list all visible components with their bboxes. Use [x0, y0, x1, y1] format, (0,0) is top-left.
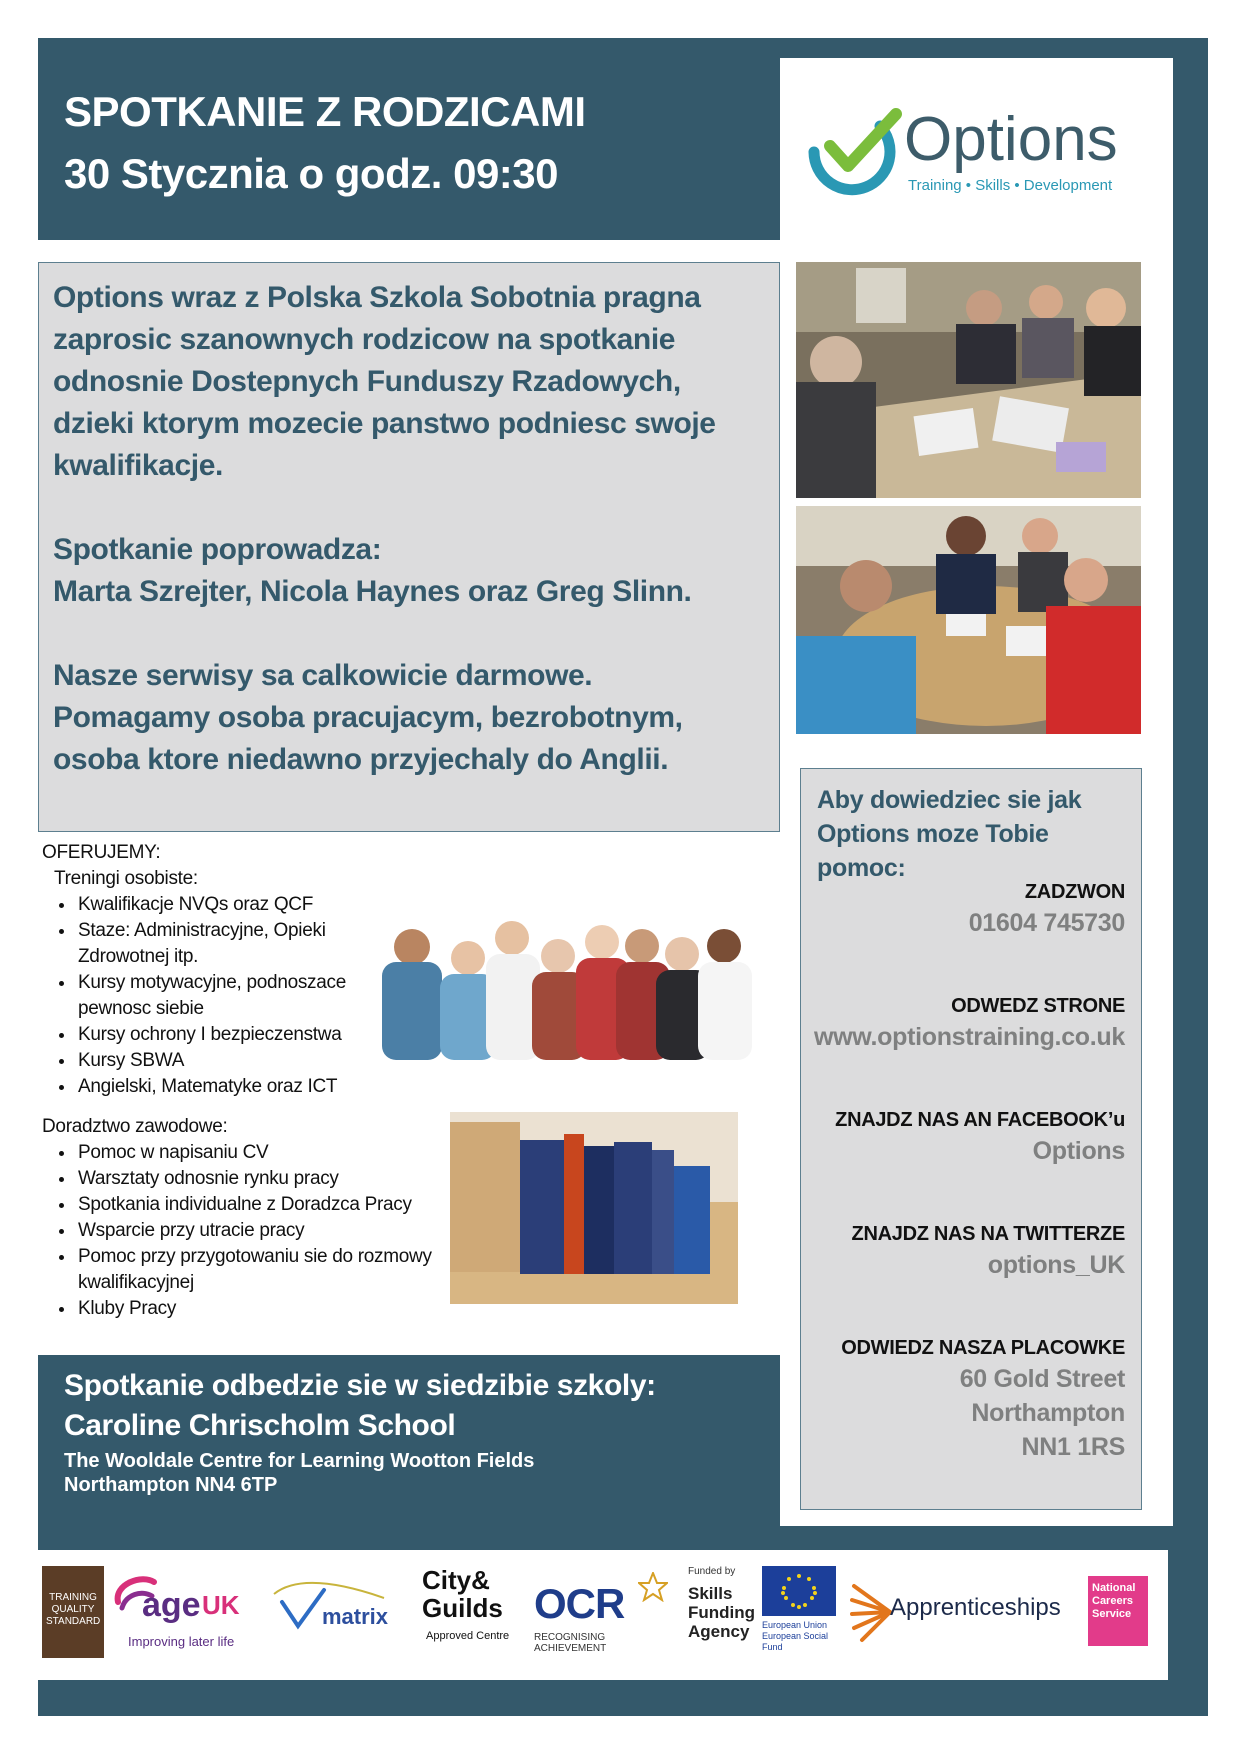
career-list — [42, 1140, 432, 1322]
address-line: Northampton — [971, 1399, 1125, 1427]
intro-line: Options wraz z Polska Szkola Sobotnia pragna — [53, 281, 701, 314]
city-guilds-logo — [422, 1566, 512, 1658]
website-label: ODWEDZ STRONE — [951, 995, 1125, 1017]
photo-books-illustration — [450, 1112, 738, 1304]
options-logo — [800, 100, 1140, 210]
list-item: • Wsparcie przy utracie pracy — [76, 1218, 422, 1244]
intro-box — [38, 262, 780, 832]
offer-heading: OFERUJEMY: — [42, 842, 161, 863]
facebook-label: ZNAJDZ NAS AN FACEBOOK’u — [835, 1109, 1125, 1131]
visit-label: ODWIEDZ NASZA PLACOWKE — [841, 1337, 1125, 1359]
photo-workshop-illustration — [796, 506, 1141, 734]
photo-professionals — [380, 862, 755, 1060]
venue-intro: Spotkanie odbedzie sie w siedzibie szkoly: — [64, 1369, 656, 1402]
tqs-logo — [42, 1566, 104, 1658]
city-guilds-line: Guilds — [422, 1593, 503, 1623]
eu-flag-icon — [762, 1566, 836, 1616]
eu-line: European Social Fund — [762, 1631, 829, 1652]
twitter-link[interactable]: options_UK — [987, 1251, 1125, 1279]
photo-meeting-illustration — [796, 262, 1141, 498]
tqs-logo-text — [46, 1592, 100, 1628]
tqs-line: STANDARD — [46, 1616, 101, 1627]
ncs-logo — [1088, 1576, 1148, 1646]
sfa-line: Skills — [688, 1584, 733, 1603]
contact-question-line: Options moze Tobie pomoc: — [817, 820, 1049, 882]
matrix-logo — [264, 1574, 394, 1654]
list-item: • Staze: Administracyjne, Opieki Zdrowotnej itp. — [76, 918, 348, 970]
ncs-line: National — [1092, 1582, 1136, 1594]
ageuk-logo — [112, 1566, 252, 1656]
intro-line: zaprosic szanownych rodzicow na spotkanie — [53, 323, 676, 356]
presenters-names: Marta Szrejter, Nicola Haynes oraz Greg Slinn. — [53, 575, 692, 608]
eu-line: European Union — [762, 1620, 828, 1630]
list-item: • Pomoc przy przygotowaniu sie do rozmowy kwalifikacyjnej — [76, 1244, 448, 1296]
partner-logos — [38, 1550, 1168, 1680]
page-title: SPOTKANIE Z RODZICAMI — [64, 88, 586, 135]
career-title: Doradztwo zawodowe: — [42, 1116, 228, 1137]
apprenticeships-logo — [850, 1580, 1060, 1650]
presenters-heading: Spotkanie poprowadza: — [53, 533, 382, 566]
services-line: Nasze serwisy sa calkowicie darmowe. — [53, 659, 593, 692]
ocr-text: OCR — [534, 1580, 625, 1627]
photo-workshop — [796, 506, 1141, 734]
services-line: Pomagamy osoba pracujacym, bezrobotnym, — [53, 701, 683, 734]
venue-banner — [38, 1355, 780, 1509]
call-label: ZADZWON — [1024, 881, 1125, 903]
eu-logo — [762, 1566, 840, 1656]
eu-text — [762, 1620, 840, 1653]
facebook-link[interactable]: Options — [1032, 1137, 1125, 1165]
photo-books — [450, 1112, 738, 1304]
offer-section — [42, 840, 432, 1322]
intro-line: dzieki ktorym mozecie panstwo podniesc swoje — [53, 407, 716, 440]
venue-address-line: Northampton NN4 6TP — [64, 1474, 278, 1496]
intro-line: odnosnie Dostepnych Funduszy Rzadowych, — [53, 365, 681, 398]
ageuk-uk-text: UK — [202, 1590, 240, 1620]
ocr-logo — [534, 1570, 674, 1656]
city-guilds-tagline: Approved Centre — [426, 1630, 510, 1642]
options-tagline: Training • Skills • Development — [908, 177, 1113, 194]
contact-question — [817, 783, 1141, 885]
contact-box — [800, 768, 1142, 1510]
apprenticeships-text: Apprenticeships — [890, 1594, 1061, 1621]
tqs-line: TRAINING — [49, 1592, 97, 1603]
photo-professionals-illustration — [380, 862, 755, 1060]
ageuk-text: age — [142, 1586, 201, 1624]
options-logo-text: Options — [904, 105, 1118, 174]
list-item: • Kursy ochrony I bezpieczenstwa — [76, 1022, 422, 1048]
list-item: • Kursy motywacyjne, podnoszace pewnosc siebie — [76, 970, 348, 1022]
ncs-text — [1092, 1582, 1135, 1621]
sfa-line: Funding — [688, 1603, 756, 1622]
apprenticeships-sunburst-icon — [850, 1580, 894, 1644]
sfa-line: Agency — [688, 1622, 750, 1641]
title-banner — [38, 38, 780, 240]
list-item: • Kluby Pracy — [76, 1296, 422, 1322]
sfa-funded-by: Funded by — [688, 1566, 736, 1577]
photo-meeting — [796, 262, 1141, 498]
venue-school-name: Caroline Chrischolm School — [64, 1409, 456, 1442]
list-item: • Pomoc w napisaniu CV — [76, 1140, 422, 1166]
services-line: osoba ktore niedawno przyjechaly do Anglii. — [53, 743, 669, 776]
sfa-logo — [688, 1566, 758, 1656]
phone-number[interactable]: 01604 745730 — [968, 909, 1125, 937]
list-item: • Warsztaty odnosnie rynku pracy — [76, 1166, 422, 1192]
twitter-label: ZNAJDZ NAS NA TWITTERZE — [851, 1223, 1125, 1245]
list-item: • Kwalifikacje NVQs oraz QCF — [76, 892, 422, 918]
website-link[interactable]: www.optionstraining.co.uk — [813, 1023, 1125, 1051]
list-item: • Angielski, Matematyke oraz ICT — [76, 1074, 422, 1100]
sfa-text — [688, 1584, 755, 1641]
training-list — [42, 892, 422, 1100]
ncs-line: Careers — [1092, 1595, 1133, 1607]
list-item: • Kursy SBWA — [76, 1048, 422, 1074]
address-line: NN1 1RS — [1021, 1433, 1125, 1461]
address-line: 60 Gold Street — [959, 1365, 1125, 1393]
city-guilds-text — [422, 1566, 503, 1622]
ageuk-tagline: Improving later life — [128, 1634, 235, 1649]
intro-line: kwalifikacje. — [53, 449, 223, 482]
city-guilds-line: City& — [422, 1565, 490, 1595]
ocr-tagline: RECOGNISING ACHIEVEMENT — [534, 1632, 607, 1654]
ncs-line: Service — [1092, 1608, 1132, 1620]
training-title: Treningi osobiste: — [54, 868, 198, 889]
list-item: • Spotkania individualne z Doradzca Pracy — [76, 1192, 422, 1218]
matrix-text: matrix — [322, 1604, 389, 1629]
venue-address-line: The Wooldale Centre for Learning Wootton Fields — [64, 1450, 535, 1472]
checkmark-logo-icon — [800, 100, 910, 200]
ocr-star-icon — [638, 1572, 668, 1602]
event-date: 30 Stycznia o godz. 09:30 — [64, 150, 559, 197]
tqs-line: QUALITY — [51, 1604, 95, 1615]
contact-question-line: Aby dowiedziec sie jak — [817, 786, 1082, 814]
